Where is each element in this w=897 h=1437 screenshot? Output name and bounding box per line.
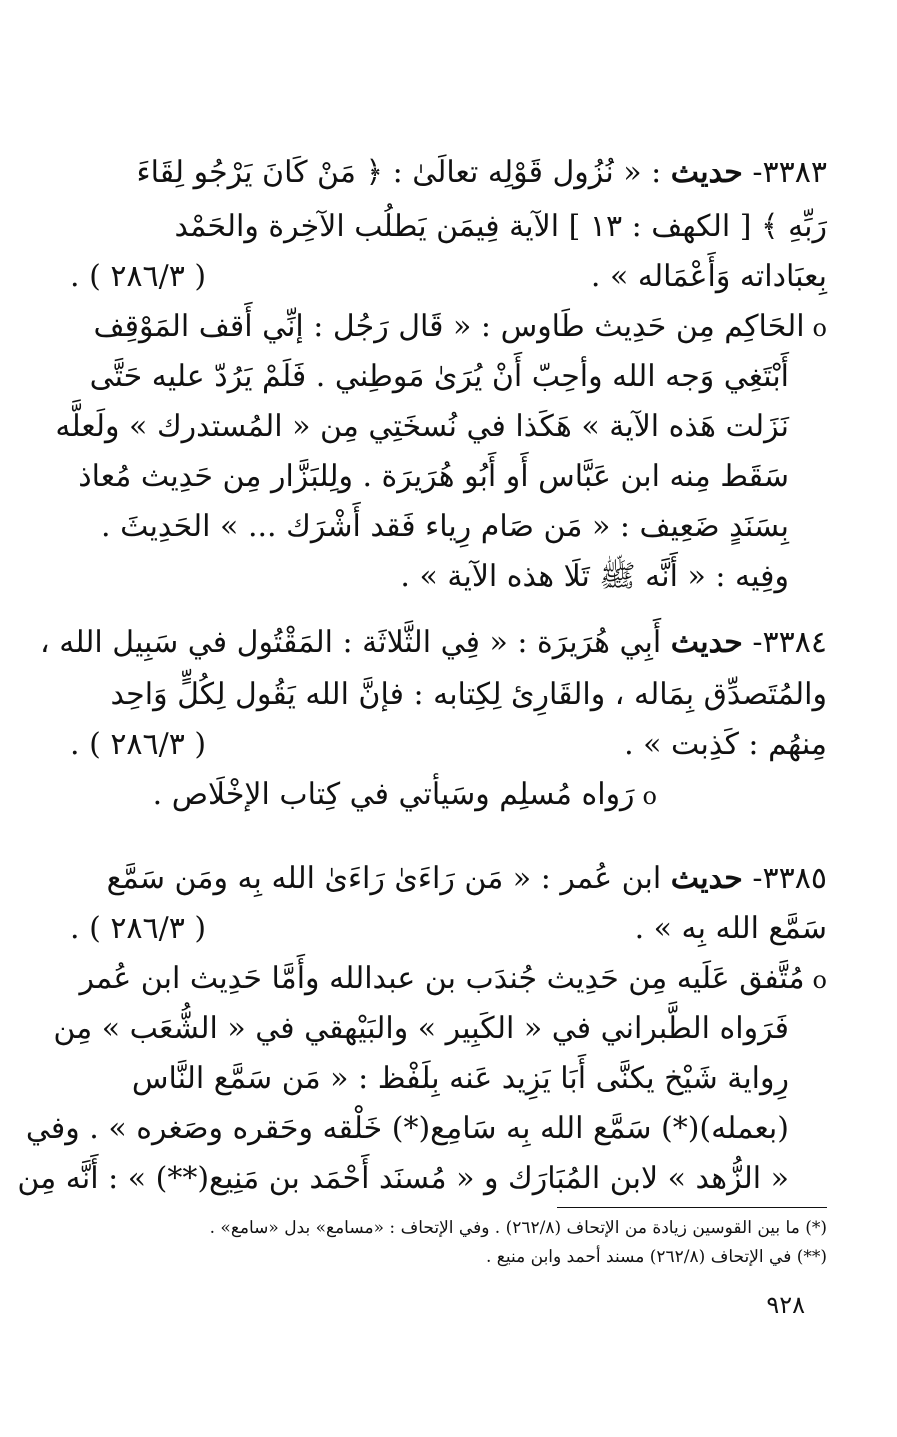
reference: ( ٢٨٦/٣ ) . [70,259,207,294]
commentary-line [70,772,827,819]
entry-number: ٣٣٨٤ [762,625,827,660]
commentary-line [70,304,827,351]
bullet-icon: o [642,782,657,810]
entry-3384-line-1: ٣٣٨٤- حديث أَبِي هُرَيرَة : « فِي الثَّلاثَة : المَقْتُول في سَبِيل الله ، [40,625,827,660]
commentary-text: (بعمله)(*) سَمَّع الله بِه سَامِع(*) خَلْقه وحَقره وصَغره » . وفي [25,1111,789,1146]
entry-text: بِعبَاداته وَأَعْمَاله » . [590,259,827,294]
commentary-line [70,956,827,1003]
commentary-text: الحَاكِم مِن حَدِيث طَاوس : « قَال رَجُل : إنِّي أَقف المَوْقِف [93,309,805,344]
commentary-text: « الزُّهد » لابن المُبَارَك و « مُسنَد أَحْمَد بن مَنِيع(**) » : أَنَّه مِن [17,1161,789,1196]
bullet-icon: o [812,314,827,342]
commentary-text: وفِيه : « أَنَّه ﷺ تَلَا هذه الآية » . [400,559,789,594]
commentary-line [55,404,789,450]
commentary-text: نَزَلت هَذه الآية » هَكَذا في نُسخَتِي مِن « المُستدرك » ولَعلَّه [55,409,789,444]
entry-keyword: حديث [670,625,743,660]
bullet-icon: o [812,966,827,994]
commentary-line [53,1006,789,1052]
commentary-text: سَقَط مِنه ابن عَبَّاس أَو أَبُو هُرَيرَة . ولِلبَزَّار مِن حَدِيث مُعاذ [78,459,789,494]
entry-text: نُزُول قَوْلِه تعالَىٰ : ﴿ مَنْ كَانَ يَرْجُو لِقَاءَ [136,155,614,190]
entry-text: مِنهُم : كَذِبت » . [624,727,827,762]
footnote-divider [557,1207,827,1208]
entry-number: ٣٣٨٥ [762,861,827,896]
commentary-line [70,504,789,550]
entry-3383-line-1: ٣٣٨٣- حديث : « نُزُول قَوْلِه تعالَىٰ : ﴿ مَنْ كَانَ يَرْجُو لِقَاءَ [136,155,827,190]
page-number: ٩٢٨ [766,1291,805,1319]
footnote: (**) في الإتحاف (٢٦٢/٨) مسند أحمد وابن منيع . [486,1247,827,1267]
commentary-line [70,554,789,600]
commentary-line [17,1156,789,1202]
entry-text: رَبِّهِ ﴾ [ الكهف : ١٣ ] الآية فِيمَن يَطلُب الآخِرة والحَمْد [174,209,827,244]
commentary-line [25,1106,789,1152]
commentary-text: مُتَّفق عَلَيه مِن حَدِيث جُندَب بن عبدالله وأَمَّا حَدِيث ابن عُمر [79,961,805,996]
entry-text: أَبِي هُرَيرَة : « فِي الثَّلاثَة : المَقْتُول في سَبِيل الله ، [40,625,662,660]
entry-text: ابن عُمر : « مَن رَاءَىٰ رَاءَىٰ الله بِه ومَن سَمَّع [106,861,662,896]
reference: ( ٢٨٦/٣ ) . [70,727,207,762]
commentary-text: فَرَواه الطَّبراني في « الكَبِير » والبَيْهقي في « الشُّعَب » مِن [53,1011,789,1046]
entry-text: والمُتَصدِّق بِمَاله ، والقَارِئ لِكِتابه : فإنَّ الله يَقُول لِكُلٍّ وَاحِد [110,677,827,712]
entry-3384-line-3 [70,722,827,768]
entry-3383-line-3 [70,254,827,300]
entry-keyword: حديث [670,861,743,896]
entry-3385-line-1: ٣٣٨٥- حديث ابن عُمر : « مَن رَاءَىٰ رَاءَىٰ الله بِه ومَن سَمَّع [106,861,827,896]
commentary-line [70,354,789,400]
commentary-line [70,1056,789,1102]
entry-keyword: حديث [670,155,743,190]
footnote: (*) ما بين القوسين زيادة من الإتحاف (٢٦٢/٨) . وفي الإتحاف : «مسامع» بدل «سامع» . [209,1218,827,1238]
commentary-text: بِسَنَدٍ ضَعِيف : « مَن صَام رِياء فَقد أَشْرَك ... » الحَدِيثَ . [101,509,789,544]
entry-3385-line-2 [70,906,827,952]
commentary-text: رِواية شَيْخ يكنَّى أَبَا يَزِيد عَنه بِلَفْظ : « مَن سَمَّع النَّاس [131,1061,789,1096]
commentary-text: رَواه مُسلِم وسَيأتي في كِتاب الإخْلَاص . [152,777,635,812]
entry-3384-line-2 [70,672,827,718]
entry-3383-line-2 [70,204,827,250]
commentary-text: أَبْتَغِي وَجه الله وأحِبّ أَنْ يُرَىٰ مَوطِني . فَلَمْ يَرُدّ عليه حَتَّى [89,359,789,394]
commentary-line [70,454,789,500]
entry-text: سَمَّع الله بِه » . [634,911,827,946]
reference: ( ٢٨٦/٣ ) . [70,911,207,946]
entry-number: ٣٣٨٣ [762,155,827,190]
